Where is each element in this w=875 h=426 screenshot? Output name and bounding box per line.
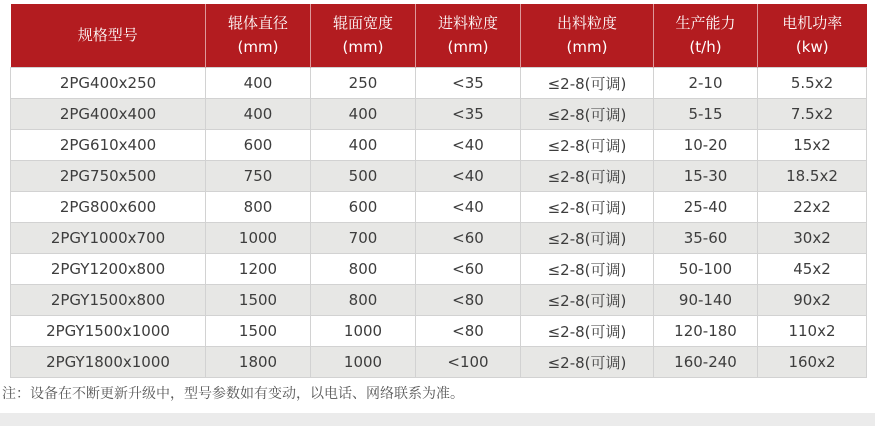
column-header: [654, 4, 758, 68]
column-header: [206, 4, 311, 68]
column-header: [758, 4, 867, 68]
table-cell: 35-60: [654, 223, 758, 254]
table-cell: 18.5x2: [758, 161, 867, 192]
column-header: [11, 4, 206, 68]
table-cell: 25-40: [654, 192, 758, 223]
table-cell: 2PGY1200x800: [11, 254, 206, 285]
column-unit: (mm): [566, 38, 608, 56]
column-header: [416, 4, 521, 68]
table-row: [11, 161, 867, 192]
table-cell: 800: [206, 192, 311, 223]
table-cell: 110x2: [758, 316, 867, 347]
column-title: 生产能力: [675, 14, 736, 32]
table-cell: 45x2: [758, 254, 867, 285]
table-cell: 2PG400x400: [11, 99, 206, 130]
table-cell: 1500: [206, 316, 311, 347]
table-row: [11, 347, 867, 378]
note-text: 注：设备在不断更新升级中，型号参数如有变动，以电话、网络联系为准。: [2, 386, 464, 402]
table-cell: 1500: [206, 285, 311, 316]
table-row: [11, 223, 867, 254]
table-cell: 2PGY1500x1000: [11, 316, 206, 347]
table-cell: 1000: [206, 223, 311, 254]
column-unit: (t/h): [689, 38, 722, 56]
table-cell: ≤2-8(可调): [521, 347, 654, 378]
table-cell: <60: [416, 254, 521, 285]
table-cell: 2PG800x600: [11, 192, 206, 223]
table-header: [11, 4, 867, 68]
table-cell: ≤2-8(可调): [521, 223, 654, 254]
column-title: 辊面宽度: [332, 14, 393, 32]
table-body: [11, 68, 867, 378]
table-cell: 7.5x2: [758, 99, 867, 130]
table-cell: ≤2-8(可调): [521, 192, 654, 223]
table-cell: 22x2: [758, 192, 867, 223]
table-cell: <100: [416, 347, 521, 378]
table-row: [11, 99, 867, 130]
table-cell: 800: [311, 254, 416, 285]
table-cell: 2-10: [654, 68, 758, 99]
table-cell: 1000: [311, 347, 416, 378]
table-cell: 700: [311, 223, 416, 254]
table-cell: 15-30: [654, 161, 758, 192]
table-cell: 90x2: [758, 285, 867, 316]
table-cell: 2PG400x250: [11, 68, 206, 99]
table-cell: 400: [206, 99, 311, 130]
header-row: [11, 4, 867, 68]
table-cell: 15x2: [758, 130, 867, 161]
column-title: 辊体直径: [227, 14, 288, 32]
table-cell: <80: [416, 285, 521, 316]
table-cell: ≤2-8(可调): [521, 254, 654, 285]
bottom-strip: [0, 413, 875, 426]
table-cell: <35: [416, 99, 521, 130]
table-cell: 10-20: [654, 130, 758, 161]
table-cell: 800: [311, 285, 416, 316]
table-row: [11, 285, 867, 316]
table-cell: 160x2: [758, 347, 867, 378]
table-cell: 2PGY1500x800: [11, 285, 206, 316]
table-cell: ≤2-8(可调): [521, 99, 654, 130]
table-cell: 30x2: [758, 223, 867, 254]
table-cell: 160-240: [654, 347, 758, 378]
table-cell: 5-15: [654, 99, 758, 130]
table-cell: 2PG750x500: [11, 161, 206, 192]
table-cell: 1800: [206, 347, 311, 378]
table-cell: 90-140: [654, 285, 758, 316]
table-cell: <40: [416, 161, 521, 192]
column-unit: (kw): [795, 38, 829, 56]
table-row: [11, 192, 867, 223]
column-title: 进料粒度: [437, 14, 498, 32]
column-unit: (mm): [342, 38, 384, 56]
table-cell: 50-100: [654, 254, 758, 285]
column-unit: (mm): [447, 38, 489, 56]
table-row: [11, 254, 867, 285]
table-cell: <60: [416, 223, 521, 254]
table-cell: 5.5x2: [758, 68, 867, 99]
table-cell: ≤2-8(可调): [521, 285, 654, 316]
table-row: [11, 130, 867, 161]
table-cell: 2PGY1800x1000: [11, 347, 206, 378]
column-title: 出料粒度: [556, 14, 617, 32]
table-cell: 400: [206, 68, 311, 99]
table-cell: 1200: [206, 254, 311, 285]
table-cell: 120-180: [654, 316, 758, 347]
table-row: [11, 316, 867, 347]
column-title: 电机功率: [782, 14, 843, 32]
table-cell: 500: [311, 161, 416, 192]
table-cell: <35: [416, 68, 521, 99]
table-cell: ≤2-8(可调): [521, 68, 654, 99]
column-title: 规格型号: [77, 26, 138, 44]
table-cell: 1000: [311, 316, 416, 347]
spec-table: [10, 4, 867, 378]
table-cell: 250: [311, 68, 416, 99]
table-cell: 600: [206, 130, 311, 161]
table-cell: <80: [416, 316, 521, 347]
table-cell: 600: [311, 192, 416, 223]
table-cell: 750: [206, 161, 311, 192]
table-cell: 2PG610x400: [11, 130, 206, 161]
table-cell: 400: [311, 99, 416, 130]
table-cell: 2PGY1000x700: [11, 223, 206, 254]
table-row: [11, 68, 867, 99]
column-header: [521, 4, 654, 68]
table-cell: <40: [416, 192, 521, 223]
table-cell: ≤2-8(可调): [521, 130, 654, 161]
table-cell: ≤2-8(可调): [521, 161, 654, 192]
table-cell: ≤2-8(可调): [521, 316, 654, 347]
table-cell: <40: [416, 130, 521, 161]
column-header: [311, 4, 416, 68]
column-unit: (mm): [237, 38, 279, 56]
table-cell: 400: [311, 130, 416, 161]
